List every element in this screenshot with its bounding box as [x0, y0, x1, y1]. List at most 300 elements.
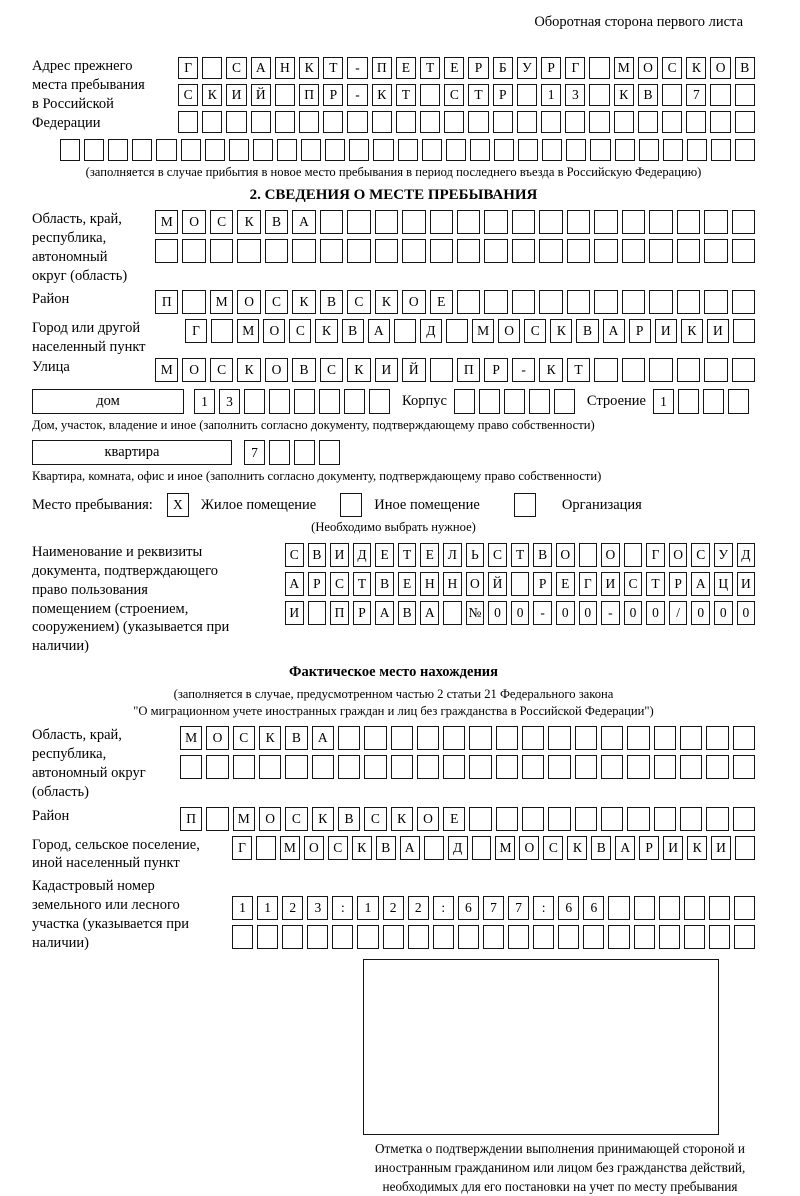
char-cell — [522, 755, 544, 779]
char-cell — [512, 210, 535, 234]
char-cell — [202, 111, 222, 133]
prev-address-row-1 — [178, 57, 755, 79]
char-cell: Н — [275, 57, 295, 79]
char-cell — [205, 139, 225, 161]
char-cell — [710, 84, 730, 106]
char-cell: М — [237, 319, 259, 343]
region-row-2 — [155, 239, 755, 263]
al-region-row-2 — [180, 755, 755, 779]
char-cell: 0 — [714, 601, 733, 625]
char-cell: 3 — [219, 389, 240, 414]
char-cell — [391, 726, 413, 750]
char-cell — [391, 755, 413, 779]
char-cell: Р — [308, 572, 327, 596]
apartment-caption: Квартира, комната, офис и иное (заполнить согласно документу, подтверждающему право собственности) — [32, 469, 602, 484]
char-cell: - — [533, 601, 552, 625]
char-cell: О — [417, 807, 439, 831]
char-cell: Р — [353, 601, 372, 625]
char-cell — [680, 726, 702, 750]
char-cell — [684, 896, 705, 920]
char-cell: Р — [484, 358, 507, 382]
char-cell — [601, 807, 623, 831]
cadastral-row-1 — [232, 896, 755, 920]
char-cell — [735, 111, 755, 133]
char-cell: О — [182, 358, 205, 382]
char-cell — [522, 726, 544, 750]
char-cell: Р — [323, 84, 343, 106]
al-region-field — [32, 726, 755, 801]
char-cell — [615, 139, 635, 161]
char-cell — [443, 755, 465, 779]
char-cell: К — [550, 319, 572, 343]
char-cell — [677, 239, 700, 263]
char-cell — [375, 210, 398, 234]
char-cell: В — [265, 210, 288, 234]
char-cell: 0 — [737, 601, 756, 625]
stay-type-checkbox-organization — [514, 493, 536, 517]
char-cell: - — [512, 358, 535, 382]
char-cell: В — [591, 836, 611, 860]
char-cell — [299, 111, 319, 133]
char-cell — [704, 358, 727, 382]
char-cell: Д — [737, 543, 756, 567]
char-cell — [732, 210, 755, 234]
char-cell: К — [237, 210, 260, 234]
char-cell — [627, 807, 649, 831]
char-cell — [589, 84, 609, 106]
char-cell — [458, 925, 479, 949]
char-cell — [622, 290, 645, 314]
char-cell — [493, 111, 513, 133]
char-cell — [269, 440, 290, 465]
char-cell: С — [330, 572, 349, 596]
char-cell: В — [285, 726, 307, 750]
cadastral-row-2 — [232, 925, 755, 949]
char-cell — [539, 210, 562, 234]
char-cell: Т — [398, 543, 417, 567]
char-cell — [710, 111, 730, 133]
document-label: Наименование и реквизиты документа, подтверждающего право пользования помещением (строением, сооружением) (указывается при наличии) — [32, 544, 230, 655]
char-cell: Й — [488, 572, 507, 596]
al-district-field — [32, 807, 755, 831]
char-cell: П — [180, 807, 202, 831]
char-cell: А — [420, 601, 439, 625]
char-cell — [649, 358, 672, 382]
char-cell — [430, 358, 453, 382]
char-cell — [417, 726, 439, 750]
char-cell — [566, 139, 586, 161]
char-cell — [364, 726, 386, 750]
char-cell: О — [601, 543, 620, 567]
korpus-label: Корпус — [402, 393, 447, 410]
char-cell — [294, 440, 315, 465]
char-cell — [308, 601, 327, 625]
char-cell — [575, 726, 597, 750]
char-cell — [182, 239, 205, 263]
char-cell: 0 — [579, 601, 598, 625]
stroenie-cells — [653, 389, 749, 414]
char-cell — [344, 389, 365, 414]
char-cell: К — [312, 807, 334, 831]
char-cell: О — [556, 543, 575, 567]
apartment-row — [32, 440, 755, 465]
char-cell: Р — [533, 572, 552, 596]
char-cell: К — [352, 836, 372, 860]
char-cell: В — [375, 572, 394, 596]
char-cell: Р — [493, 84, 513, 106]
section2-title: 2. СВЕДЕНИЯ О МЕСТЕ ПРЕБЫВАНИЯ — [249, 187, 538, 203]
stay-type-checkbox-other — [340, 493, 362, 517]
char-cell: О — [498, 319, 520, 343]
char-cell: 2 — [282, 896, 303, 920]
actual-location-title: Фактическое место нахождения — [289, 664, 498, 681]
char-cell: С — [233, 726, 255, 750]
char-cell — [601, 726, 623, 750]
char-cell — [282, 925, 303, 949]
char-cell: О — [638, 57, 658, 79]
city-field — [32, 319, 755, 357]
char-cell: К — [292, 290, 315, 314]
char-cell — [662, 111, 682, 133]
char-cell: Т — [511, 543, 530, 567]
side-note: Оборотная сторона первого листа — [534, 14, 743, 30]
char-cell: 1 — [232, 896, 253, 920]
char-cell — [687, 139, 707, 161]
char-cell: 6 — [458, 896, 479, 920]
char-cell: М — [495, 836, 515, 860]
char-cell: У — [517, 57, 537, 79]
house-box-label: дом — [32, 389, 184, 414]
char-cell: 0 — [624, 601, 643, 625]
char-cell — [608, 925, 629, 949]
char-cell: К — [539, 358, 562, 382]
char-cell: И — [707, 319, 729, 343]
char-cell — [735, 139, 755, 161]
char-cell — [663, 139, 683, 161]
char-cell: Е — [444, 57, 464, 79]
char-cell — [594, 358, 617, 382]
char-cell — [706, 807, 728, 831]
char-cell: 7 — [244, 440, 265, 465]
char-cell — [634, 896, 655, 920]
char-cell — [301, 139, 321, 161]
char-cell: М — [155, 210, 178, 234]
char-cell — [469, 807, 491, 831]
char-cell: Т — [323, 57, 343, 79]
char-cell: В — [320, 290, 343, 314]
char-cell: С — [289, 319, 311, 343]
char-cell — [622, 210, 645, 234]
char-cell: С — [265, 290, 288, 314]
char-cell — [512, 290, 535, 314]
char-cell: 1 — [653, 389, 674, 414]
prev-address-row-3 — [178, 111, 755, 133]
char-cell: О — [237, 290, 260, 314]
char-cell — [469, 755, 491, 779]
char-cell: Д — [448, 836, 468, 860]
char-cell — [522, 807, 544, 831]
char-cell: Д — [353, 543, 372, 567]
char-cell: Г — [579, 572, 598, 596]
char-cell — [734, 925, 755, 949]
char-cell: 0 — [511, 601, 530, 625]
char-cell — [470, 139, 490, 161]
char-cell — [567, 290, 590, 314]
char-cell: И — [737, 572, 756, 596]
char-cell — [622, 358, 645, 382]
char-cell: Й — [251, 84, 271, 106]
char-cell: В — [533, 543, 552, 567]
char-cell — [684, 925, 705, 949]
char-cell — [211, 319, 233, 343]
char-cell — [654, 755, 676, 779]
district-row — [155, 290, 755, 314]
char-cell — [634, 925, 655, 949]
char-cell — [735, 84, 755, 106]
char-cell: С — [524, 319, 546, 343]
char-cell: 2 — [383, 896, 404, 920]
char-cell — [558, 925, 579, 949]
char-cell: О — [259, 807, 281, 831]
char-cell: 1 — [541, 84, 561, 106]
char-cell: С — [285, 807, 307, 831]
char-cell — [244, 389, 265, 414]
char-cell — [624, 543, 643, 567]
char-cell — [251, 111, 271, 133]
char-cell: А — [603, 319, 625, 343]
char-cell — [627, 755, 649, 779]
al-region-row-1 — [180, 726, 755, 750]
char-cell — [733, 807, 755, 831]
char-cell — [554, 389, 575, 414]
al-city-label: Город, сельское поселение, иной населенный пункт — [32, 836, 200, 872]
char-cell: 6 — [583, 896, 604, 920]
char-cell: - — [347, 57, 367, 79]
char-cell — [269, 389, 290, 414]
char-cell — [677, 290, 700, 314]
char-cell: О — [669, 543, 688, 567]
char-cell — [457, 210, 480, 234]
char-cell — [735, 836, 755, 860]
char-cell: И — [711, 836, 731, 860]
char-cell: Б — [493, 57, 513, 79]
char-cell — [430, 210, 453, 234]
stay-type-note: (Необходимо выбрать нужное) — [311, 520, 476, 535]
street-label: Улица — [32, 359, 70, 376]
char-cell — [277, 139, 297, 161]
char-cell: А — [285, 572, 304, 596]
document-row-2 — [285, 572, 755, 596]
char-cell: : — [433, 896, 454, 920]
region-row-1 — [155, 210, 755, 234]
char-cell — [565, 111, 585, 133]
char-cell — [338, 755, 360, 779]
char-cell: С — [543, 836, 563, 860]
char-cell — [229, 139, 249, 161]
char-cell: К — [202, 84, 222, 106]
char-cell: С — [662, 57, 682, 79]
char-cell: И — [330, 543, 349, 567]
prev-address-field — [32, 57, 755, 133]
char-cell — [583, 925, 604, 949]
char-cell — [156, 139, 176, 161]
char-cell — [709, 896, 730, 920]
char-cell — [472, 836, 492, 860]
char-cell — [292, 239, 315, 263]
char-cell — [594, 239, 617, 263]
char-cell — [319, 389, 340, 414]
char-cell: Е — [443, 807, 465, 831]
char-cell — [233, 755, 255, 779]
char-cell: О — [519, 836, 539, 860]
char-cell: 7 — [483, 896, 504, 920]
char-cell: 1 — [257, 896, 278, 920]
char-cell — [422, 139, 442, 161]
char-cell: Т — [420, 57, 440, 79]
char-cell — [469, 726, 491, 750]
char-cell — [677, 358, 700, 382]
char-cell — [375, 239, 398, 263]
stay-type-label: Место пребывания: — [32, 496, 153, 513]
char-cell: 7 — [508, 896, 529, 920]
char-cell — [232, 925, 253, 949]
char-cell — [181, 139, 201, 161]
char-cell — [627, 726, 649, 750]
char-cell: / — [669, 601, 688, 625]
char-cell: Й — [402, 358, 425, 382]
char-cell — [649, 239, 672, 263]
char-cell — [703, 389, 724, 414]
char-cell — [594, 290, 617, 314]
char-cell — [548, 755, 570, 779]
char-cell — [396, 111, 416, 133]
char-cell: Л — [443, 543, 462, 567]
district-label: Район — [32, 291, 70, 308]
char-cell: 0 — [646, 601, 665, 625]
char-cell: В — [338, 807, 360, 831]
char-cell — [680, 755, 702, 779]
char-cell — [443, 726, 465, 750]
char-cell: : — [533, 896, 554, 920]
char-cell: А — [400, 836, 420, 860]
char-cell: О — [265, 358, 288, 382]
char-cell — [734, 896, 755, 920]
char-cell: Г — [565, 57, 585, 79]
char-cell — [517, 84, 537, 106]
char-cell: Е — [396, 57, 416, 79]
stay-type-checkbox-residential: X — [167, 493, 189, 517]
apartment-box-label: квартира — [32, 440, 232, 465]
char-cell: В — [308, 543, 327, 567]
char-cell: С — [328, 836, 348, 860]
char-cell: К — [375, 290, 398, 314]
char-cell: С — [226, 57, 246, 79]
al-city-field — [32, 836, 755, 874]
char-cell — [294, 389, 315, 414]
char-cell — [548, 726, 570, 750]
char-cell — [60, 139, 80, 161]
char-cell: М — [472, 319, 494, 343]
char-cell: С — [347, 290, 370, 314]
char-cell: № — [466, 601, 485, 625]
char-cell: В — [342, 319, 364, 343]
char-cell: В — [376, 836, 396, 860]
char-cell — [257, 925, 278, 949]
char-cell — [732, 358, 755, 382]
char-cell — [662, 84, 682, 106]
char-cell — [733, 726, 755, 750]
document-row-3 — [285, 601, 755, 625]
char-cell — [484, 239, 507, 263]
char-cell: Р — [468, 57, 488, 79]
al-city-row — [232, 836, 755, 860]
char-cell — [338, 726, 360, 750]
char-cell — [253, 139, 273, 161]
char-cell — [347, 239, 370, 263]
char-cell: К — [237, 358, 260, 382]
char-cell — [649, 210, 672, 234]
stay-type-option-other: Иное помещение — [374, 496, 480, 513]
char-cell — [704, 210, 727, 234]
char-cell: В — [735, 57, 755, 79]
char-cell: 1 — [357, 896, 378, 920]
char-cell — [357, 925, 378, 949]
char-cell: Г — [646, 543, 665, 567]
char-cell: Е — [375, 543, 394, 567]
char-cell: С — [320, 358, 343, 382]
char-cell: Т — [396, 84, 416, 106]
char-cell — [533, 925, 554, 949]
char-cell — [226, 111, 246, 133]
char-cell: Г — [178, 57, 198, 79]
char-cell — [402, 239, 425, 263]
char-cell — [728, 389, 749, 414]
char-cell — [622, 239, 645, 263]
char-cell — [323, 111, 343, 133]
region-field — [32, 210, 755, 285]
char-cell — [654, 726, 676, 750]
char-cell — [424, 836, 444, 860]
char-cell: К — [347, 358, 370, 382]
city-row — [185, 319, 755, 343]
char-cell — [542, 139, 562, 161]
char-cell: М — [210, 290, 233, 314]
char-cell: Р — [639, 836, 659, 860]
char-cell — [601, 755, 623, 779]
char-cell — [548, 807, 570, 831]
char-cell: П — [372, 57, 392, 79]
char-cell: 0 — [556, 601, 575, 625]
char-cell — [639, 139, 659, 161]
house-cells — [194, 389, 390, 414]
city-label: Город или другой населенный пункт — [32, 320, 146, 356]
char-cell: С — [364, 807, 386, 831]
char-cell: Р — [629, 319, 651, 343]
char-cell — [417, 755, 439, 779]
char-cell: Т — [353, 572, 372, 596]
char-cell — [443, 601, 462, 625]
char-cell — [638, 111, 658, 133]
char-cell — [484, 210, 507, 234]
house-caption: Дом, участок, владение и иное (заполнить согласно документу, подтверждающему право собственности) — [32, 418, 595, 433]
char-cell — [567, 210, 590, 234]
char-cell — [494, 139, 514, 161]
char-cell — [108, 139, 128, 161]
char-cell: 2 — [408, 896, 429, 920]
char-cell: А — [368, 319, 390, 343]
char-cell — [704, 239, 727, 263]
char-cell — [529, 389, 550, 414]
